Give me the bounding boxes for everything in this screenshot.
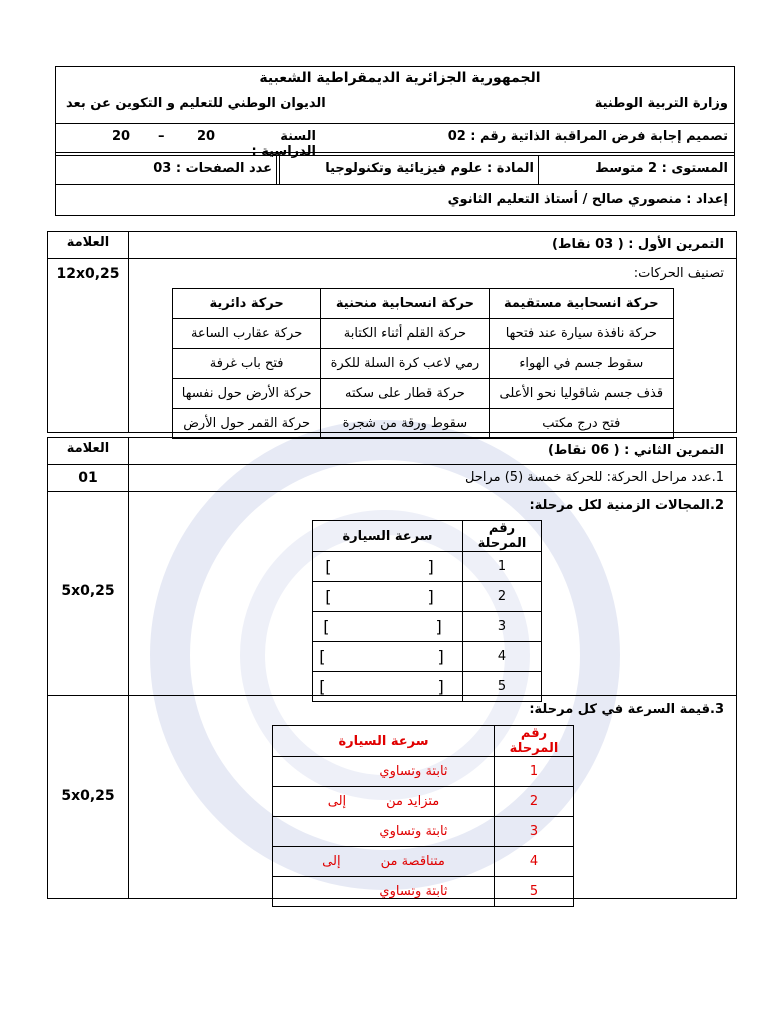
table-cell: قذف جسم شاقوليا نحو الأعلى bbox=[489, 379, 673, 409]
speed-values-table bbox=[272, 725, 574, 907]
pages-count: عدد الصفحات : 03 bbox=[153, 161, 272, 176]
ministry-name: وزارة التربية الوطنية bbox=[594, 96, 728, 111]
stage-number: 4 bbox=[463, 642, 542, 672]
table-cell: سقوط ورقة من شجرة bbox=[321, 409, 489, 439]
speed-value: ثابتة وتساوي bbox=[273, 817, 495, 847]
ex2-title: التمرين الثاني : ( 06 نقاط) bbox=[547, 443, 724, 458]
col-car-speed: سرعة السيارة bbox=[273, 726, 495, 757]
office-name: الديوان الوطني للتعليم و التكوين عن بعد bbox=[66, 96, 326, 111]
interval-cell: [ ] bbox=[313, 642, 463, 672]
stage-number: 1 bbox=[495, 757, 574, 787]
stage-number: 2 bbox=[463, 582, 542, 612]
subject: المادة : علوم فيزيائية وتكنولوجيا bbox=[325, 161, 534, 176]
table-cell: حركة قطار على سكته bbox=[321, 379, 489, 409]
table-cell: فتح درج مكتب bbox=[489, 409, 673, 439]
motion-classification-table bbox=[172, 288, 674, 439]
col-stage-number: رقم المرحلة bbox=[463, 521, 542, 552]
interval-cell: [ ] bbox=[313, 582, 463, 612]
ex1-grade: 12x0,25 bbox=[56, 266, 120, 282]
year-dash: – bbox=[158, 129, 165, 144]
col-circular: حركة دائرية bbox=[173, 289, 321, 319]
level: المستوى : 2 متوسط bbox=[595, 161, 728, 176]
interval-cell: [ ] bbox=[313, 612, 463, 642]
stage-number: 4 bbox=[495, 847, 574, 877]
table-cell: حركة نافذة سيارة عند فتحها bbox=[489, 319, 673, 349]
table-cell: حركة عقارب الساعة bbox=[173, 319, 321, 349]
stage-number: 2 bbox=[495, 787, 574, 817]
table-cell: رمي لاعب كرة السلة للكرة bbox=[321, 349, 489, 379]
interval-cell: [ ] bbox=[313, 672, 463, 702]
speed-value: ثابتة وتساوي bbox=[273, 877, 495, 907]
stage-number: 5 bbox=[463, 672, 542, 702]
year-start: 20 bbox=[197, 129, 216, 144]
ex2-q3: 3.قيمة السرعة في كل مرحلة: bbox=[529, 702, 724, 717]
table-cell: سقوط جسم في الهواء bbox=[489, 349, 673, 379]
ex2-q2: 2.المجالات الزمنية لكل مرحلة: bbox=[529, 498, 724, 513]
interval-cell: [ ] bbox=[313, 552, 463, 582]
speed-value: متناقصة منإلى bbox=[273, 847, 495, 877]
table-cell: حركة القلم أثناء الكتابة bbox=[321, 319, 489, 349]
stage-number: 3 bbox=[495, 817, 574, 847]
speed-value: متزايد منإلى bbox=[273, 787, 495, 817]
ex2-q2-grade: 5x0,25 bbox=[61, 583, 115, 599]
stage-number: 5 bbox=[495, 877, 574, 907]
stage-number: 1 bbox=[463, 552, 542, 582]
year-end: 20 bbox=[112, 129, 131, 144]
col-rectilinear: حركة انسحابية مستقيمة bbox=[489, 289, 673, 319]
table-cell: حركة الأرض حول نفسها bbox=[173, 379, 321, 409]
table-cell: حركة القمر حول الأرض bbox=[173, 409, 321, 439]
ex2-q1-grade: 01 bbox=[78, 470, 98, 486]
stage-number: 3 bbox=[463, 612, 542, 642]
republic-title: الجمهورية الجزائرية الديمقراطية الشعبية bbox=[259, 70, 541, 86]
ex1-grade-col bbox=[47, 231, 129, 433]
speed-value: ثابتة وتساوي bbox=[273, 757, 495, 787]
school-year-label: السنة الدراسية : bbox=[251, 129, 316, 159]
prepared-by: إعداد : منصوري صالح / أستاذ التعليم الثانوي bbox=[447, 192, 728, 207]
ex2-q3-grade: 5x0,25 bbox=[61, 788, 115, 804]
ex1-title: التمرين الأول : ( 03 نقاط) bbox=[552, 237, 724, 252]
col-stage-number: رقم المرحلة bbox=[495, 726, 574, 757]
design-title: تصميم إجابة فرض المراقبة الذاتية رقم : 02 bbox=[447, 129, 728, 144]
ex2-q1: 1.عدد مراحل الحركة: للحركة خمسة (5) مراحل bbox=[464, 470, 724, 485]
table-cell: فتح باب غرفة bbox=[173, 349, 321, 379]
col-curvilinear: حركة انسحابية منحنية bbox=[321, 289, 489, 319]
ex1-grade-label: العلامة bbox=[66, 235, 110, 250]
time-intervals-table bbox=[312, 520, 542, 702]
ex1-intro: تصنيف الحركات: bbox=[633, 266, 724, 281]
ex2-grade-label: العلامة bbox=[66, 441, 110, 456]
col-car-speed: سرعة السيارة bbox=[313, 521, 463, 552]
